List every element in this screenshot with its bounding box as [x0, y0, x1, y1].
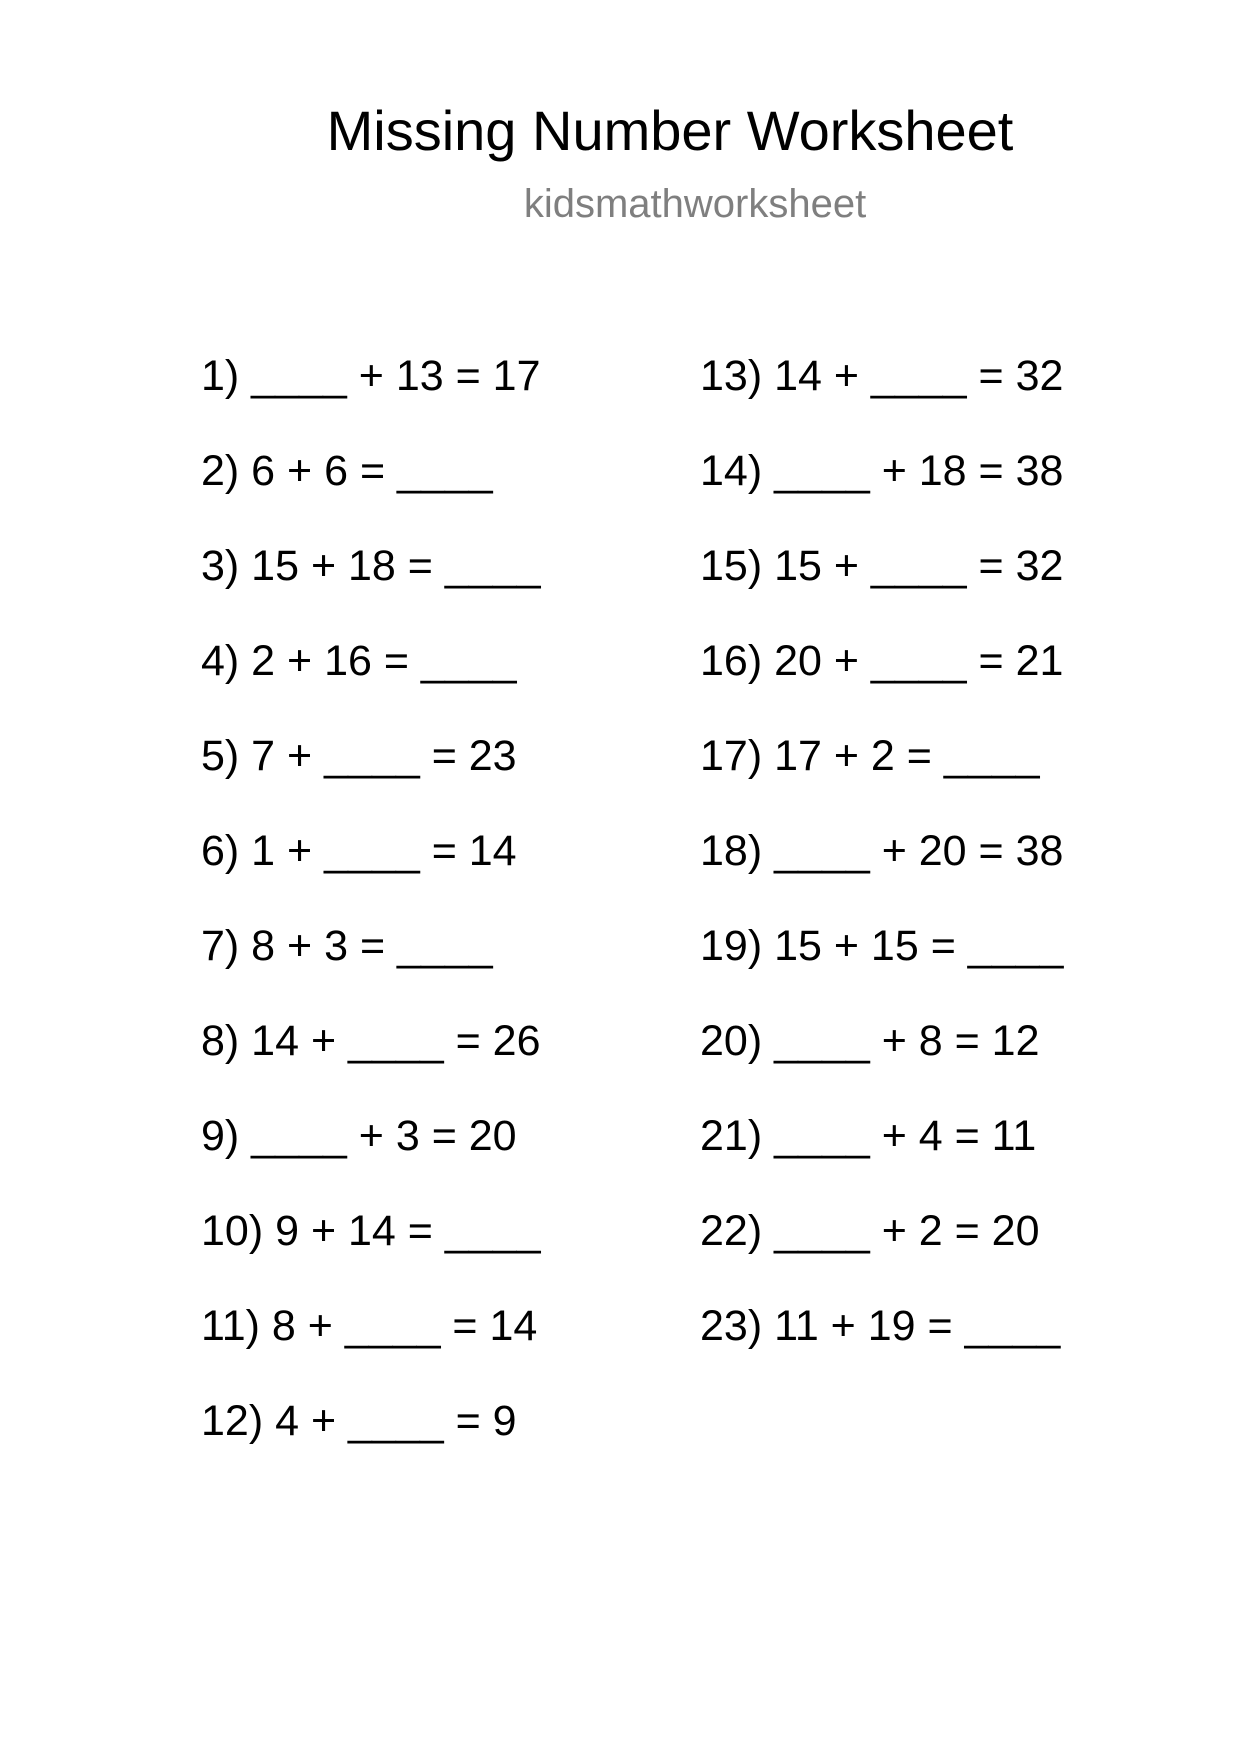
worksheet-title: Missing Number Worksheet: [326, 99, 1014, 162]
problem: 18) ____ + 20 = 38: [700, 827, 1064, 875]
problem: 12) 4 + ____ = 9: [201, 1397, 517, 1445]
problem: 14) ____ + 18 = 38: [700, 447, 1064, 495]
problem: 19) 15 + 15 = ____: [700, 922, 1064, 970]
problem: 11) 8 + ____ = 14: [201, 1302, 538, 1350]
problem: 8) 14 + ____ = 26: [201, 1017, 541, 1065]
problem: 23) 11 + 19 = ____: [700, 1302, 1061, 1350]
problem: 16) 20 + ____ = 21: [700, 637, 1064, 685]
problem: 3) 15 + 18 = ____: [201, 542, 541, 590]
problem: 1) ____ + 13 = 17: [201, 352, 541, 400]
problem: 9) ____ + 3 = 20: [201, 1112, 517, 1160]
problem: 6) 1 + ____ = 14: [201, 827, 517, 875]
problem: 5) 7 + ____ = 23: [201, 732, 517, 780]
problems-left-column: [201, 350, 541, 1490]
problem: 22) ____ + 2 = 20: [700, 1207, 1040, 1255]
problem: 10) 9 + 14 = ____: [201, 1207, 541, 1255]
problem: 15) 15 + ____ = 32: [700, 542, 1064, 590]
worksheet-subtitle: kidsmathworksheet: [523, 182, 867, 226]
problem: 17) 17 + 2 = ____: [700, 732, 1040, 780]
problem: 2) 6 + 6 = ____: [201, 447, 493, 495]
problem: 7) 8 + 3 = ____: [201, 922, 493, 970]
problem: 13) 14 + ____ = 32: [700, 352, 1064, 400]
problem: 4) 2 + 16 = ____: [201, 637, 517, 685]
problem: 20) ____ + 8 = 12: [700, 1017, 1040, 1065]
problem: 21) ____ + 4 = 11: [700, 1112, 1037, 1160]
problems-right-column: [700, 350, 1063, 1395]
